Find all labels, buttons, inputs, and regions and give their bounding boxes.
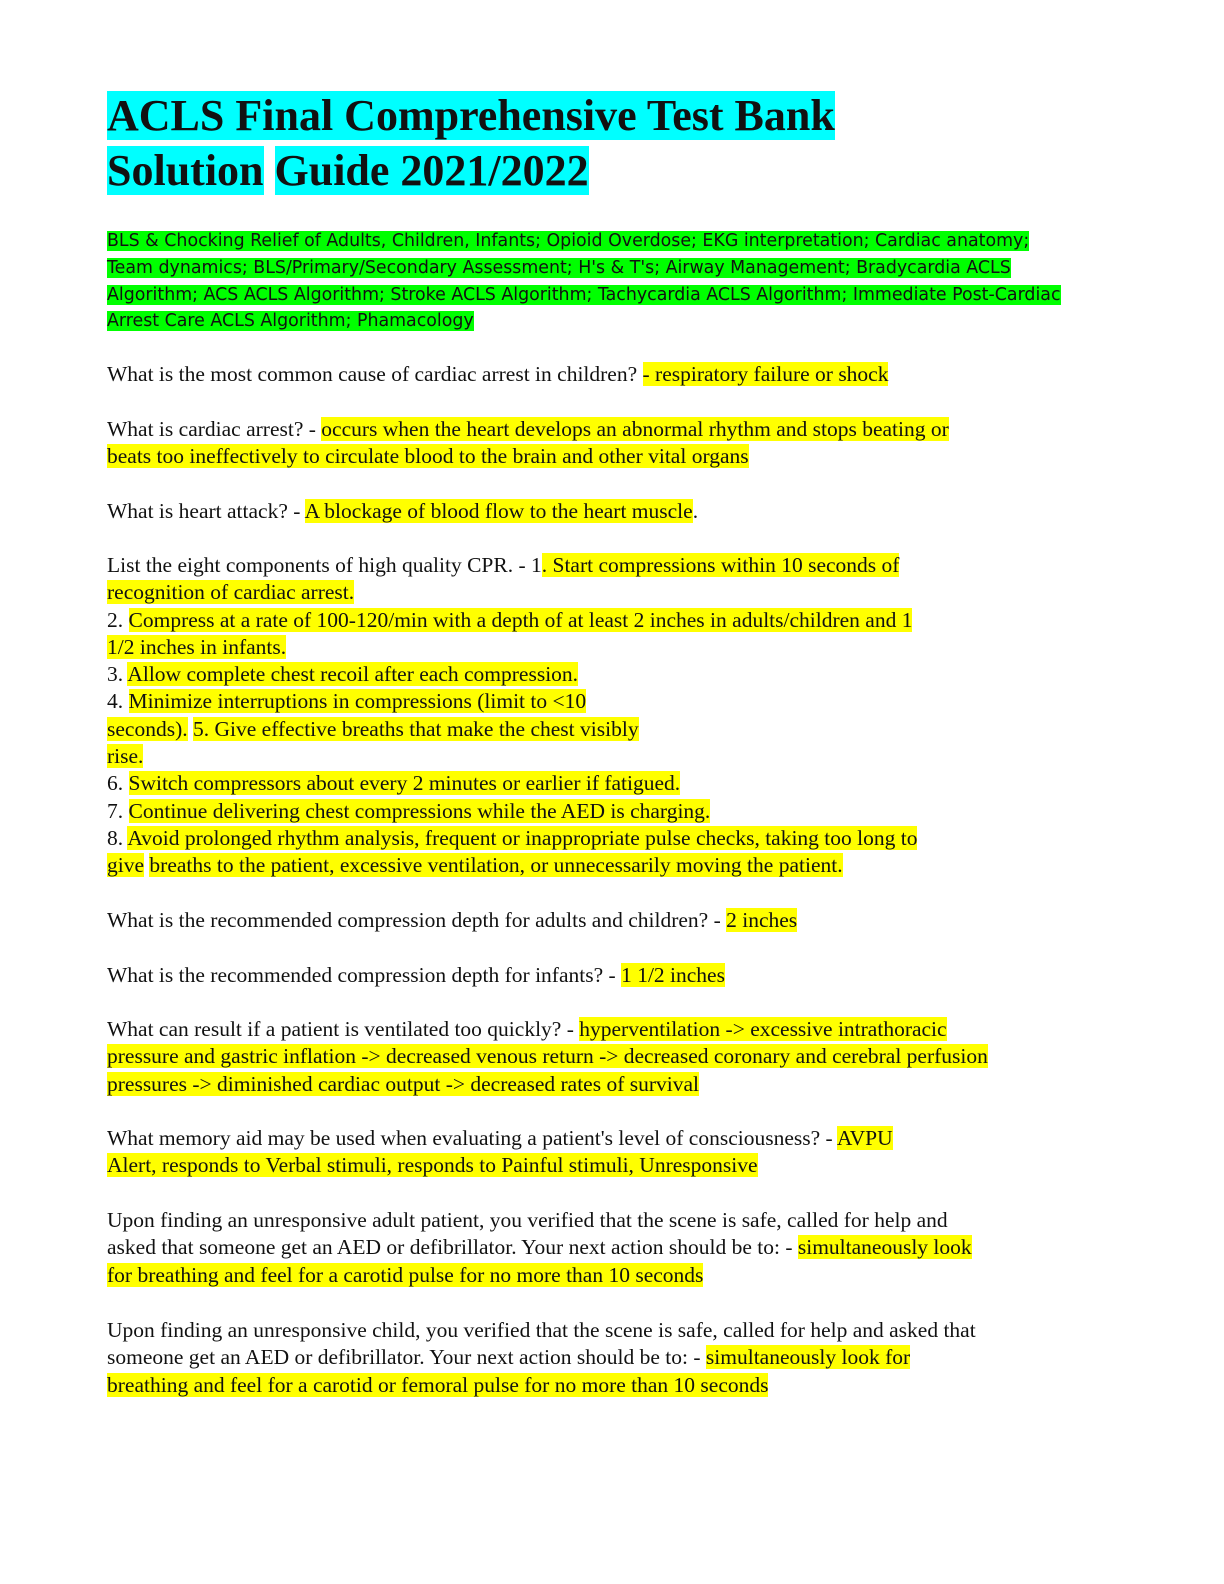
answer-text: AVPU <box>836 1126 893 1150</box>
answer-text: simultaneously look for <box>705 1345 911 1370</box>
answer-text: beats too ineffectively to circulate blood to the brain and other vital organs <box>107 444 749 469</box>
answer-text: seconds). <box>107 716 188 741</box>
question-text: What is the recommended compression depth for adults and children? - <box>107 908 727 932</box>
item-number: 4. <box>107 689 129 714</box>
title-line-2a: Solution <box>107 146 264 195</box>
topics-list <box>107 228 1117 335</box>
question-text: Upon finding an unresponsive adult patient, you verified that the scene is safe, called for help and <box>107 1208 948 1232</box>
question-text: What memory aid may be used when evaluating a patient's level of consciousness? - <box>107 1126 837 1150</box>
item-number: 7. <box>107 798 129 823</box>
answer-text: Switch compressors about every 2 minutes or earlier if fatigued. <box>128 771 681 796</box>
answer-text: simultaneously look <box>797 1235 972 1260</box>
title-line-1: ACLS Final Comprehensive Test Bank <box>107 91 835 140</box>
answer-text: 2 inches <box>726 908 798 932</box>
question-text: Upon finding an unresponsive child, you verified that the scene is safe, called for help and asked that <box>107 1318 976 1342</box>
answer-text: Compress at a rate of 100-120/min with a depth of at least 2 inches in adults/children and 1 <box>128 607 913 632</box>
answer-text: rise. <box>107 744 144 769</box>
question-text: List the eight components of high quality CPR. - 1 <box>107 553 542 577</box>
answer-text: pressures -> diminished cardiac output -> decreased rates of survival <box>107 1071 700 1096</box>
qa-item-high-quality-cpr <box>107 552 1117 880</box>
item-number: 8. <box>107 825 128 850</box>
qa-item-heart-attack <box>107 498 1117 525</box>
answer-text: Allow complete chest recoil after each compression. <box>127 662 579 687</box>
answer-text: 1 1/2 inches <box>621 963 725 987</box>
question-text: someone get an AED or defibrillator. Your next action should be to: - <box>107 1345 706 1370</box>
question-text: What can result if a patient is ventilated too quickly? - <box>107 1017 580 1041</box>
topics-line: Algorithm; ACS ACLS Algorithm; Stroke ACLS Algorithm; Tachycardia ACLS Algorithm; Immediate Post-Cardiac <box>107 284 1061 305</box>
item-number: 6. <box>107 771 129 796</box>
answer-text: - respiratory failure or shock <box>642 362 889 386</box>
answer-text: inches in infants. <box>134 634 287 659</box>
answer-text: recognition of cardiac arrest. <box>107 580 355 605</box>
question-text: What is cardiac arrest? - <box>107 417 322 441</box>
qa-item-avpu <box>107 1125 1117 1180</box>
question-text: What is the recommended compression depth for infants? - <box>107 963 622 987</box>
question-text: What is heart attack? - <box>107 499 305 523</box>
title-line-2b: Guide 2021/2022 <box>274 146 589 195</box>
answer-period: . <box>692 499 699 523</box>
answer-text: Alert, responds to Verbal stimuli, responds to Painful stimuli, Unresponsive <box>107 1153 758 1178</box>
qa-item-depth-infants <box>107 962 1117 989</box>
answer-text: Continue delivering chest compressions while the AED is charging. <box>128 798 711 823</box>
answer-text: . Start compressions within 10 seconds of <box>541 553 900 577</box>
item-number: 3. <box>107 662 128 687</box>
topics-line: BLS & Chocking Relief of Adults, Children, Infants; Opioid Overdose; EKG interpretation; Cardiac anatomy; <box>107 231 1030 251</box>
item-number: 2. <box>107 607 129 632</box>
qa-item-depth-adults <box>107 907 1117 934</box>
answer-text: Minimize interruptions in compressions (limit to <10 <box>128 689 587 714</box>
answer-text: 5. Give effective breaths that make the chest visibly <box>192 716 639 741</box>
answer-text: breathing and feel for a carotid or femoral pulse for no more than 10 seconds <box>107 1372 769 1397</box>
answer-text: occurs when the heart develops an abnormal rhythm and stops beating or <box>321 417 949 441</box>
qa-item-cardiac-arrest <box>107 416 1117 471</box>
answer-text: breaths to the patient, excessive ventilation, or unnecessarily moving the patient. <box>149 853 843 878</box>
answer-text: 1/2 <box>107 634 135 659</box>
answer-text: A blockage of blood flow to the heart muscle <box>304 499 693 523</box>
qa-item-unresponsive-adult <box>107 1207 1117 1289</box>
qa-item-ventilation <box>107 1016 1117 1098</box>
question-text: asked that someone get an AED or defibrillator. Your next action should be to: - <box>107 1235 798 1260</box>
answer-text: pressure and gastric inflation -> decreased venous return -> decreased coronary and cerebral perfusion <box>107 1044 988 1069</box>
document-title <box>107 88 1107 198</box>
answer-text: Avoid prolonged rhythm analysis, frequent or inappropriate pulse checks, taking too long to <box>127 825 918 850</box>
qa-item-unresponsive-child <box>107 1317 1117 1399</box>
answer-text: hyperventilation -> excessive intrathoracic <box>579 1017 947 1041</box>
topics-line: Team dynamics; BLS/Primary/Secondary Assessment; H's & T's; Airway Management; Bradycardia ACLS <box>107 257 1011 278</box>
topics-line: Arrest Care ACLS Algorithm; Phamacology <box>107 311 474 332</box>
qa-item-cardiac-arrest-children <box>107 361 1117 388</box>
answer-text: for breathing and feel for a carotid pulse for no more than 10 seconds <box>107 1262 704 1287</box>
question-text: What is the most common cause of cardiac arrest in children? <box>107 362 643 386</box>
answer-text: give <box>107 853 145 878</box>
